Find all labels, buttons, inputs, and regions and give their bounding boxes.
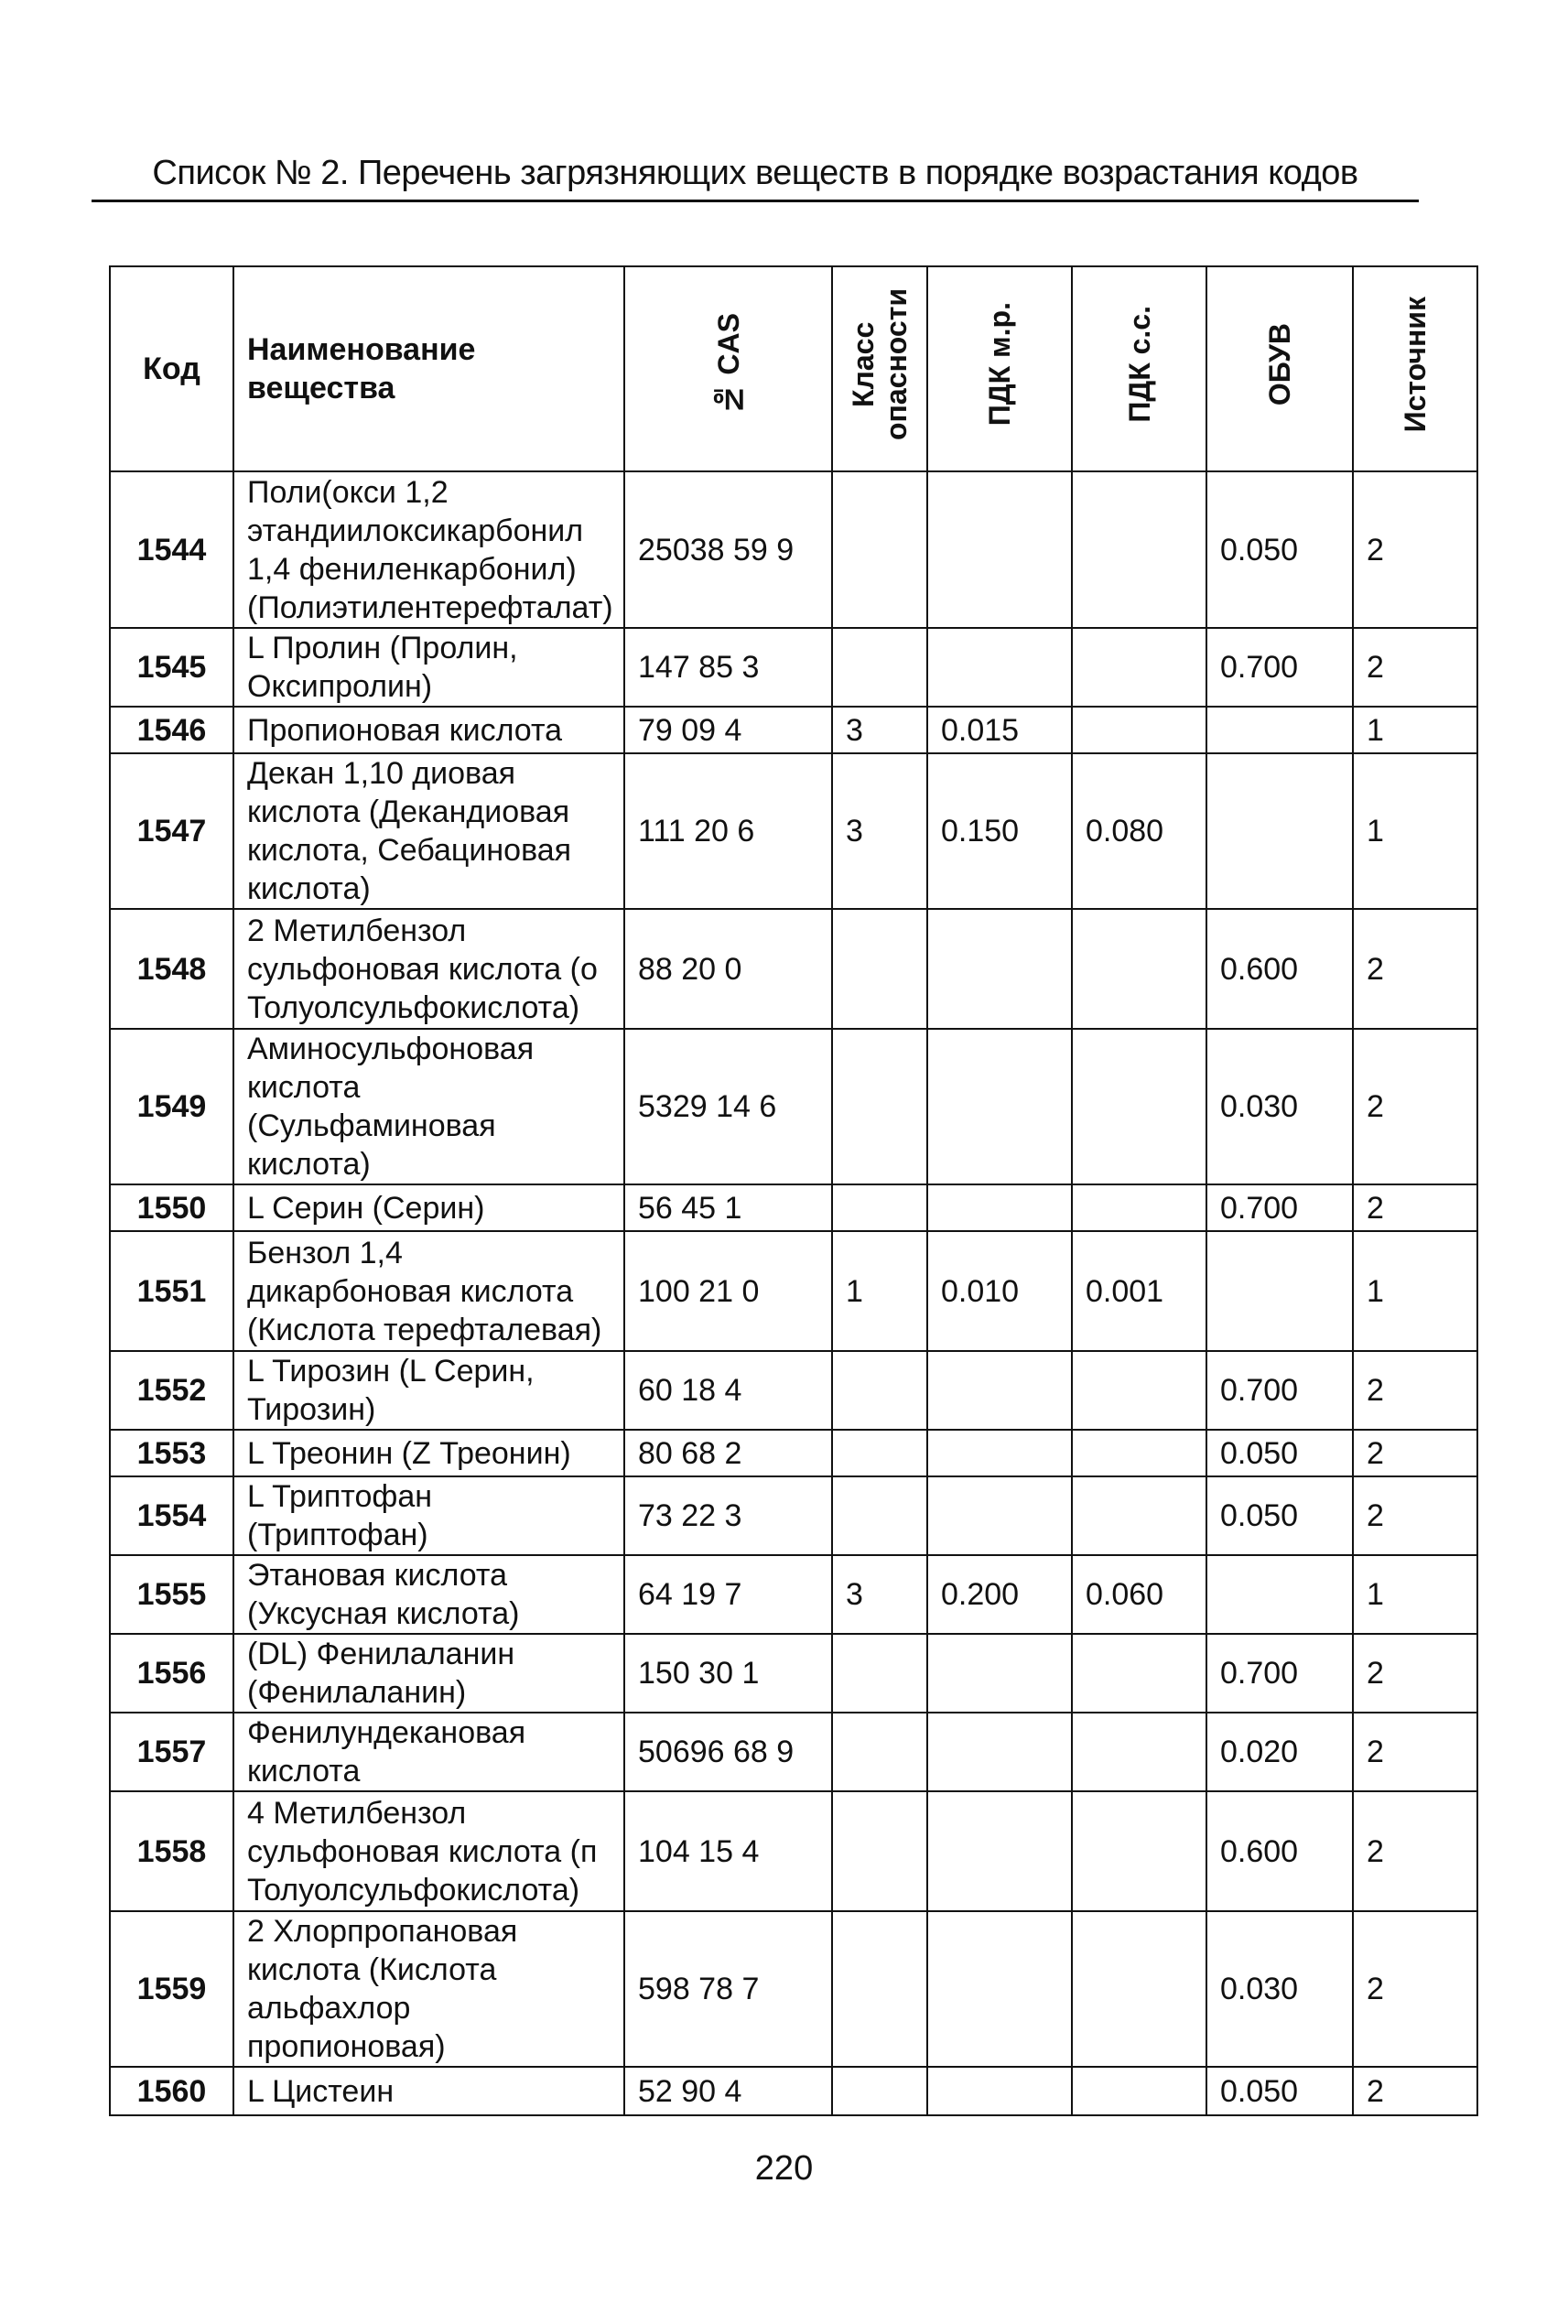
pdk-ss-cell — [1072, 1184, 1206, 1231]
column-header-source — [1353, 266, 1477, 471]
obuv-cell: 0.700 — [1206, 1184, 1353, 1231]
pdk-ss-cell — [1072, 628, 1206, 707]
obuv-cell: 0.700 — [1206, 628, 1353, 707]
name-cell: Фенилундекановая кислота — [233, 1713, 624, 1791]
code-cell: 1544 — [110, 471, 233, 628]
code-cell: 1554 — [110, 1476, 233, 1555]
table-row — [110, 1634, 1477, 1713]
hazard-class-cell — [832, 1791, 927, 1911]
code-cell: 1547 — [110, 753, 233, 909]
code-cell: 1556 — [110, 1634, 233, 1713]
source-cell: 2 — [1353, 1430, 1477, 1476]
pdk-mr-cell — [927, 471, 1072, 628]
hazard-class-cell: 1 — [832, 1231, 927, 1351]
code-cell: 1559 — [110, 1911, 233, 2067]
hazard-class-cell — [832, 1634, 927, 1713]
source-cell: 1 — [1353, 707, 1477, 753]
source-cell: 1 — [1353, 1555, 1477, 1634]
table-body — [110, 471, 1477, 2115]
name-cell: L Треонин (Z Треонин) — [233, 1430, 624, 1476]
pdk-ss-cell — [1072, 1430, 1206, 1476]
pdk-mr-cell — [927, 1713, 1072, 1791]
hazard-class-cell — [832, 1911, 927, 2067]
obuv-cell: 0.050 — [1206, 471, 1353, 628]
source-cell: 2 — [1353, 1184, 1477, 1231]
code-cell: 1550 — [110, 1184, 233, 1231]
pdk-mr-cell: 0.150 — [927, 753, 1072, 909]
table-row — [110, 707, 1477, 753]
code-cell: 1557 — [110, 1713, 233, 1791]
name-cell: Бензол 1,4 дикарбоновая кислота (Кислота терефталевая) — [233, 1231, 624, 1351]
cas-cell: 64 19 7 — [624, 1555, 832, 1634]
pdk-mr-cell: 0.015 — [927, 707, 1072, 753]
source-cell: 2 — [1353, 1351, 1477, 1430]
hazard-class-cell — [832, 1430, 927, 1476]
obuv-cell: 0.020 — [1206, 1713, 1353, 1791]
table-row — [110, 1911, 1477, 2067]
table-row — [110, 1713, 1477, 1791]
table-row — [110, 471, 1477, 628]
code-cell: 1549 — [110, 1029, 233, 1184]
hazard-class-cell: 3 — [832, 707, 927, 753]
cas-cell: 56 45 1 — [624, 1184, 832, 1231]
substances-table — [109, 265, 1478, 2116]
name-cell: Декан 1,10 диовая кислота (Декандиовая кислота, Себациновая кислота) — [233, 753, 624, 909]
obuv-cell — [1206, 1231, 1353, 1351]
hazard-class-cell — [832, 1184, 927, 1231]
hazard-class-cell — [832, 471, 927, 628]
table-row — [110, 2067, 1477, 2115]
name-cell: Этановая кислота (Уксусная кислота) — [233, 1555, 624, 1634]
hazard-class-cell — [832, 628, 927, 707]
cas-cell: 50696 68 9 — [624, 1713, 832, 1791]
source-cell: 2 — [1353, 1634, 1477, 1713]
name-cell: 2 Метилбензол сульфоновая кислота (о Толуолсульфокислота) — [233, 909, 624, 1029]
table-header-row — [110, 266, 1477, 471]
pdk-mr-cell — [927, 628, 1072, 707]
source-cell: 2 — [1353, 909, 1477, 1029]
column-header-hazard-class — [832, 266, 927, 471]
obuv-cell: 0.050 — [1206, 1476, 1353, 1555]
page-number: 220 — [754, 2149, 814, 2188]
obuv-cell: 0.030 — [1206, 1911, 1353, 2067]
cas-cell: 25038 59 9 — [624, 471, 832, 628]
code-cell: 1545 — [110, 628, 233, 707]
cas-cell: 52 90 4 — [624, 2067, 832, 2115]
name-cell: Пропионовая кислота — [233, 707, 624, 753]
name-cell: Аминосульфоновая кислота (Сульфаминовая кислота) — [233, 1029, 624, 1184]
pdk-mr-cell — [927, 1476, 1072, 1555]
obuv-cell: 0.600 — [1206, 909, 1353, 1029]
source-cell: 2 — [1353, 1029, 1477, 1184]
hazard-class-cell — [832, 1351, 927, 1430]
cas-cell: 60 18 4 — [624, 1351, 832, 1430]
cas-cell: 147 85 3 — [624, 628, 832, 707]
pdk-ss-cell: 0.080 — [1072, 753, 1206, 909]
source-cell: 2 — [1353, 1791, 1477, 1911]
source-cell: 1 — [1353, 753, 1477, 909]
column-header-hazard-class-label: Класс опасности — [847, 287, 913, 441]
column-header-obuv-label: ОБУВ — [1263, 322, 1296, 406]
obuv-cell: 0.700 — [1206, 1634, 1353, 1713]
title-rule — [92, 200, 1419, 202]
pdk-mr-cell — [927, 1911, 1072, 2067]
name-cell: L Пролин (Пролин, Оксипролин) — [233, 628, 624, 707]
hazard-class-cell — [832, 2067, 927, 2115]
table-row — [110, 1430, 1477, 1476]
pdk-mr-cell — [927, 1430, 1072, 1476]
hazard-class-cell — [832, 1029, 927, 1184]
column-header-source-label: Источник — [1399, 296, 1432, 433]
table-row — [110, 1231, 1477, 1351]
name-cell: 4 Метилбензол сульфоновая кислота (п Толуолсульфокислота) — [233, 1791, 624, 1911]
pdk-mr-cell — [927, 1029, 1072, 1184]
source-cell: 2 — [1353, 1476, 1477, 1555]
column-header-pdk-ss — [1072, 266, 1206, 471]
cas-cell: 111 20 6 — [624, 753, 832, 909]
source-cell: 2 — [1353, 628, 1477, 707]
column-header-cas — [624, 266, 832, 471]
table-row — [110, 753, 1477, 909]
pdk-ss-cell — [1072, 1351, 1206, 1430]
table-row — [110, 628, 1477, 707]
table-row — [110, 909, 1477, 1029]
obuv-cell: 0.600 — [1206, 1791, 1353, 1911]
hazard-class-cell: 3 — [832, 753, 927, 909]
hazard-class-cell — [832, 909, 927, 1029]
table-row — [110, 1351, 1477, 1430]
name-cell: L Цистеин — [233, 2067, 624, 2115]
name-cell: (DL) Фенилаланин (Фенилаланин) — [233, 1634, 624, 1713]
pdk-ss-cell — [1072, 707, 1206, 753]
hazard-class-cell — [832, 1476, 927, 1555]
cas-cell: 150 30 1 — [624, 1634, 832, 1713]
pdk-ss-cell — [1072, 1476, 1206, 1555]
pdk-ss-cell — [1072, 909, 1206, 1029]
column-header-obuv — [1206, 266, 1353, 471]
code-cell: 1552 — [110, 1351, 233, 1430]
pdk-ss-cell — [1072, 2067, 1206, 2115]
code-cell: 1546 — [110, 707, 233, 753]
pdk-ss-cell — [1072, 1911, 1206, 2067]
pdk-ss-cell — [1072, 1791, 1206, 1911]
pdk-mr-cell: 0.010 — [927, 1231, 1072, 1351]
cas-cell: 5329 14 6 — [624, 1029, 832, 1184]
column-header-pdk-mr — [927, 266, 1072, 471]
cas-cell: 73 22 3 — [624, 1476, 832, 1555]
pdk-mr-cell — [927, 909, 1072, 1029]
name-cell: 2 Хлорпропановая кислота (Кислота альфахлор пропионовая) — [233, 1911, 624, 2067]
obuv-cell: 0.050 — [1206, 2067, 1353, 2115]
code-cell: 1553 — [110, 1430, 233, 1476]
column-header-pdk-ss-label: ПДК с.с. — [1122, 306, 1156, 423]
obuv-cell: 0.030 — [1206, 1029, 1353, 1184]
pdk-ss-cell: 0.001 — [1072, 1231, 1206, 1351]
code-cell: 1551 — [110, 1231, 233, 1351]
pdk-mr-cell — [927, 1351, 1072, 1430]
column-header-pdk-mr-label: ПДК м.р. — [983, 302, 1016, 427]
pdk-mr-cell — [927, 1184, 1072, 1231]
name-cell: L Триптофан (Триптофан) — [233, 1476, 624, 1555]
code-cell: 1548 — [110, 909, 233, 1029]
obuv-cell — [1206, 753, 1353, 909]
hazard-class-cell — [832, 1713, 927, 1791]
column-header-code: Код — [110, 266, 233, 471]
cas-cell: 104 15 4 — [624, 1791, 832, 1911]
cas-cell: 79 09 4 — [624, 707, 832, 753]
name-cell: Поли(окси 1,2 этандиилоксикарбонил 1,4 фениленкарбонил) (Полиэтилентерефталат) — [233, 471, 624, 628]
pdk-ss-cell — [1072, 1029, 1206, 1184]
source-cell: 2 — [1353, 2067, 1477, 2115]
obuv-cell: 0.700 — [1206, 1351, 1353, 1430]
pdk-mr-cell — [927, 1791, 1072, 1911]
obuv-cell — [1206, 1555, 1353, 1634]
code-cell: 1558 — [110, 1791, 233, 1911]
page-title: Список № 2. Перечень загрязняющих веществ в порядке возрастания кодов — [152, 154, 1358, 192]
table-row — [110, 1184, 1477, 1231]
table-row — [110, 1791, 1477, 1911]
code-cell: 1560 — [110, 2067, 233, 2115]
pdk-mr-cell — [927, 1634, 1072, 1713]
name-cell: L Серин (Серин) — [233, 1184, 624, 1231]
source-cell: 2 — [1353, 471, 1477, 628]
obuv-cell — [1206, 707, 1353, 753]
source-cell: 2 — [1353, 1713, 1477, 1791]
column-header-cas-label: № CAS — [711, 312, 745, 416]
pdk-ss-cell: 0.060 — [1072, 1555, 1206, 1634]
name-cell: L Тирозин (L Серин, Тирозин) — [233, 1351, 624, 1430]
cas-cell: 598 78 7 — [624, 1911, 832, 2067]
table-row — [110, 1029, 1477, 1184]
column-header-name: Наименование вещества — [233, 266, 624, 471]
obuv-cell: 0.050 — [1206, 1430, 1353, 1476]
cas-cell: 88 20 0 — [624, 909, 832, 1029]
hazard-class-cell: 3 — [832, 1555, 927, 1634]
cas-cell: 80 68 2 — [624, 1430, 832, 1476]
code-cell: 1555 — [110, 1555, 233, 1634]
table-row — [110, 1476, 1477, 1555]
source-cell: 2 — [1353, 1911, 1477, 2067]
cas-cell: 100 21 0 — [624, 1231, 832, 1351]
pdk-ss-cell — [1072, 1713, 1206, 1791]
pdk-ss-cell — [1072, 471, 1206, 628]
pdk-ss-cell — [1072, 1634, 1206, 1713]
pdk-mr-cell: 0.200 — [927, 1555, 1072, 1634]
table-row — [110, 1555, 1477, 1634]
source-cell: 1 — [1353, 1231, 1477, 1351]
pdk-mr-cell — [927, 2067, 1072, 2115]
